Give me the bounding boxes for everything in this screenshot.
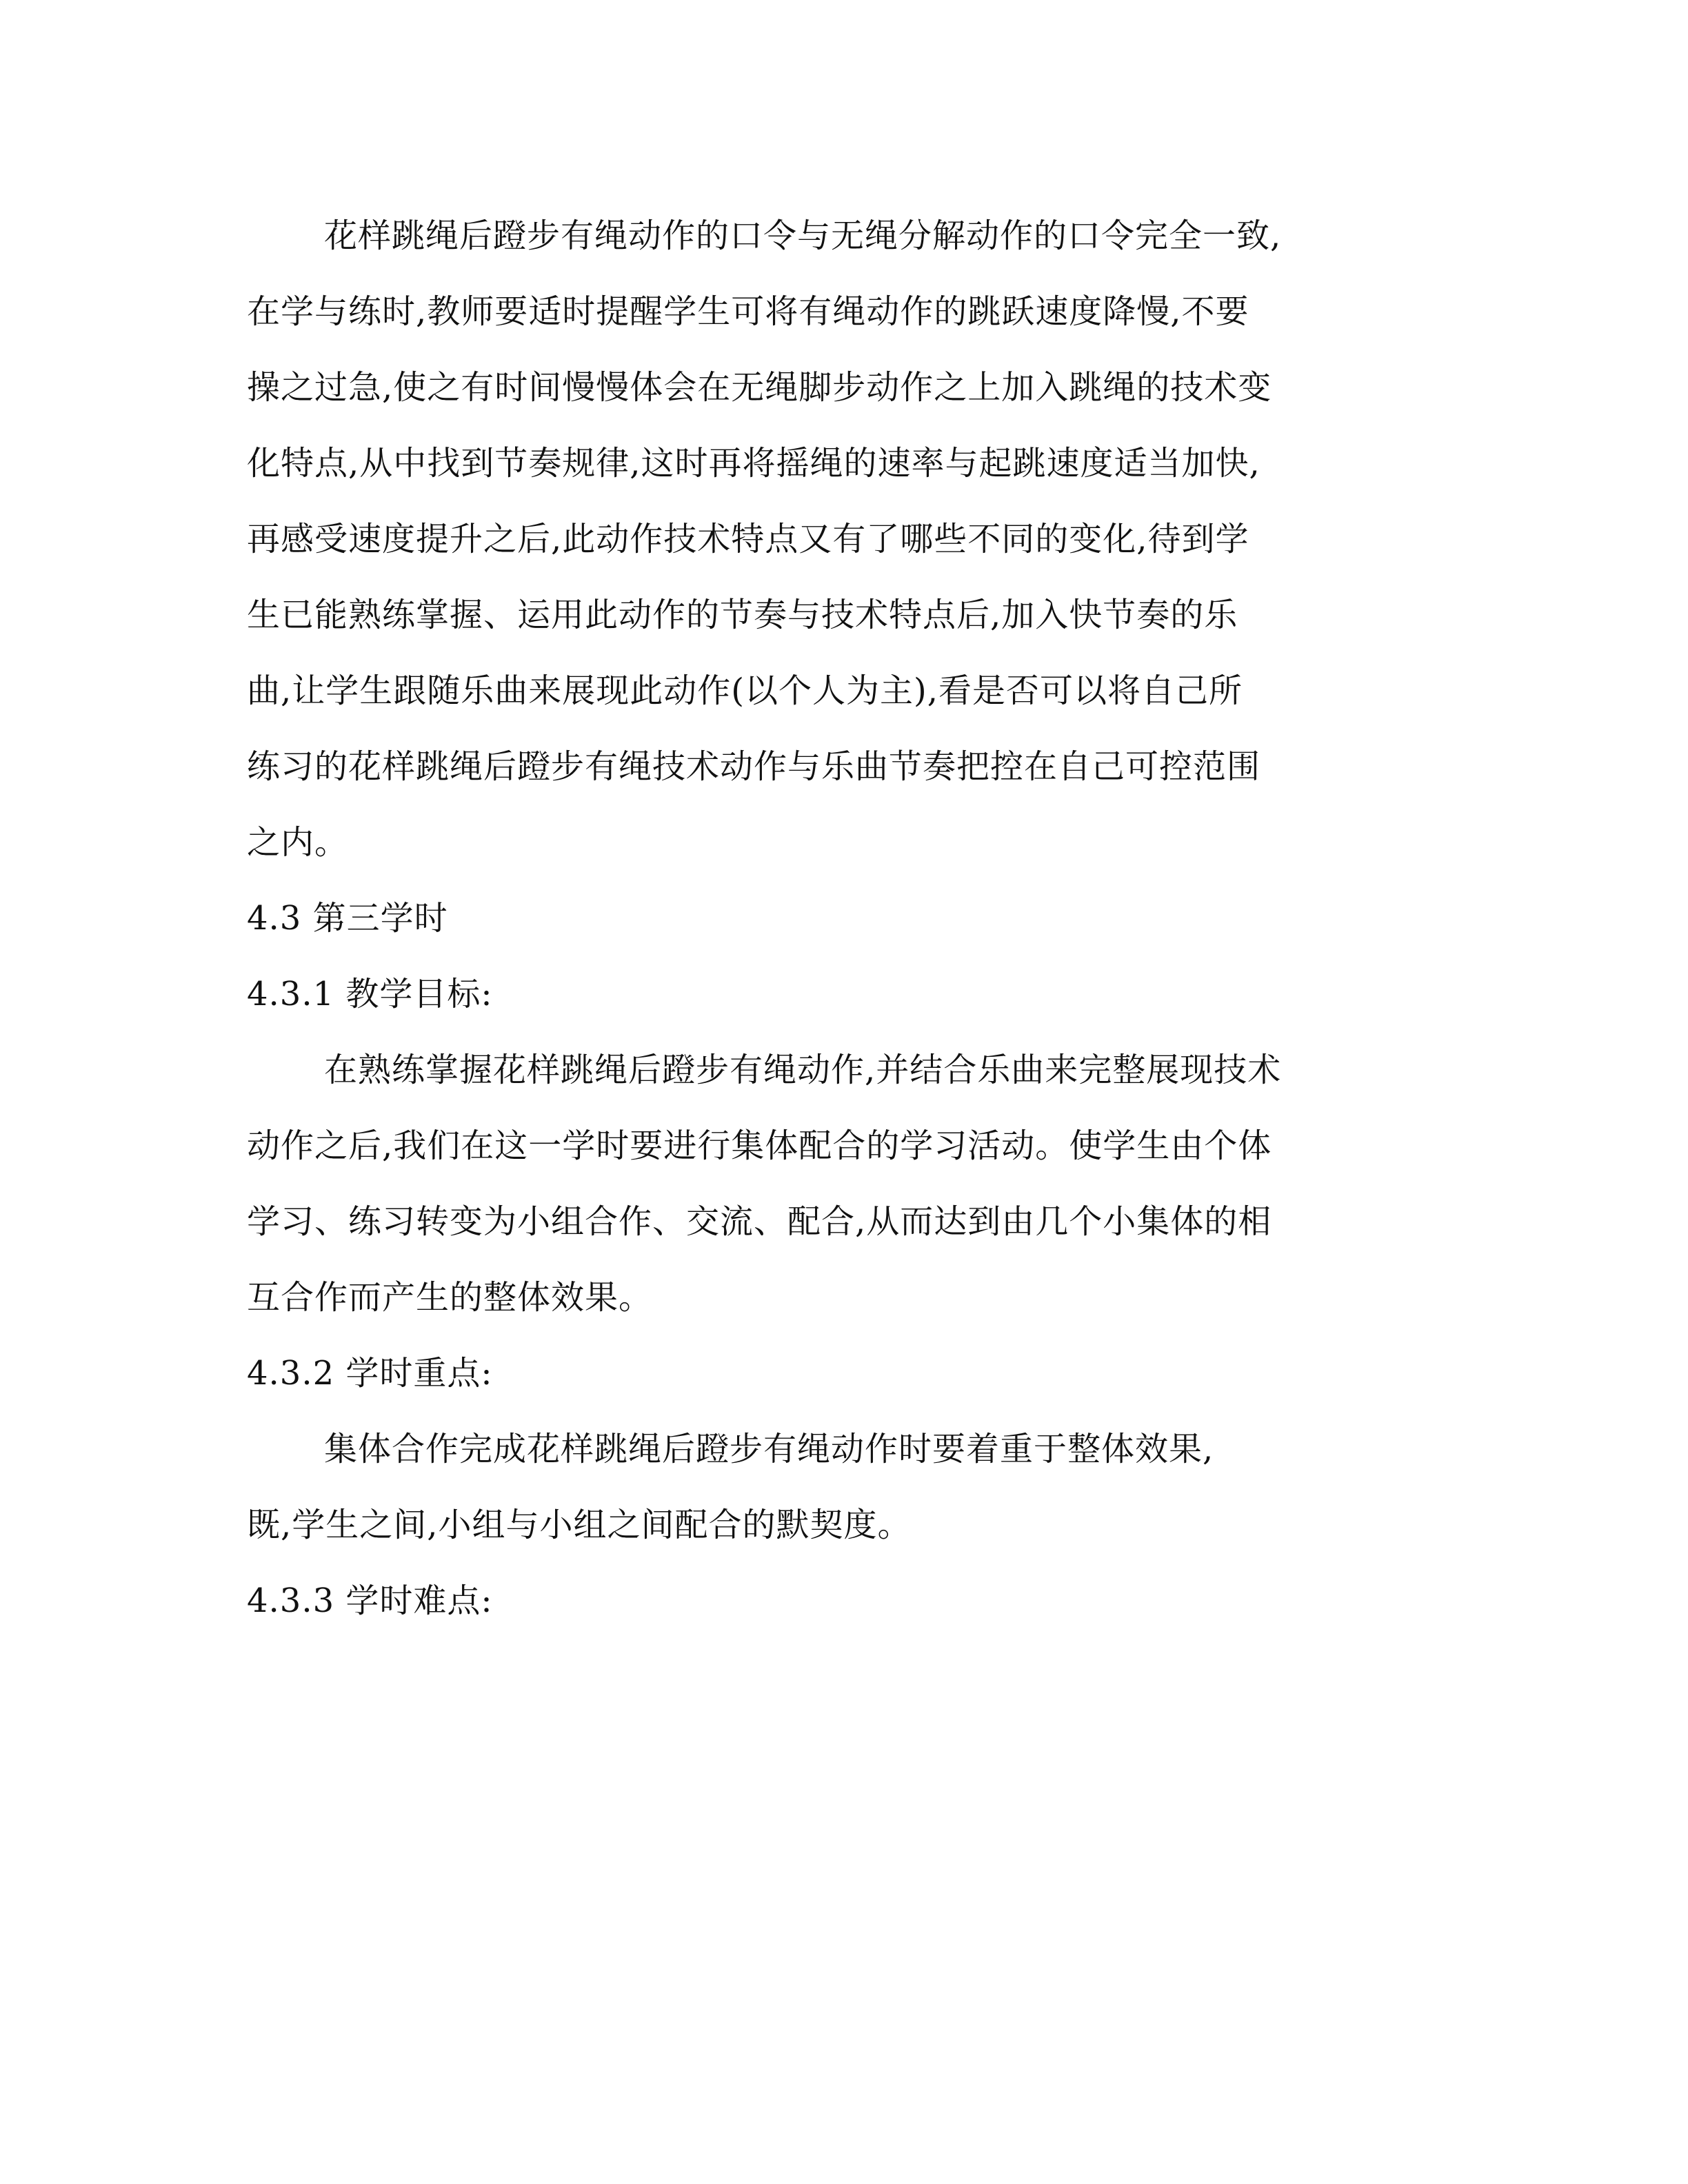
section-heading-4-3-1: 4.3.1 教学目标:: [247, 975, 493, 1013]
paragraph-line: 生已能熟练掌握、运用此动作的节奏与技术特点后,加入快节奏的乐: [247, 596, 1238, 634]
paragraph-line: 曲,让学生跟随乐曲来展现此动作(以个人为主),看是否可以将自己所: [247, 671, 1243, 710]
paragraph-line: 动作之后,我们在这一学时要进行集体配合的学习活动。使学生由个体: [247, 1126, 1272, 1165]
paragraph-line: 互合作而产生的整体效果。: [247, 1278, 653, 1317]
paragraph-line: 再感受速度提升之后,此动作技术特点又有了哪些不同的变化,待到学: [247, 520, 1249, 558]
section-heading-4-3-3: 4.3.3 学时难点:: [247, 1581, 493, 1620]
paragraph-line: 在学与练时,教师要适时提醒学生可将有绳动作的跳跃速度降慢,不要: [247, 292, 1249, 331]
paragraph-line: 操之过急,使之有时间慢慢体会在无绳脚步动作之上加入跳绳的技术变: [247, 368, 1272, 407]
paragraph-line: 花样跳绳后蹬步有绳动作的口令与无绳分解动作的口令完全一致,: [324, 216, 1282, 255]
section-heading-4-3: 4.3 第三学时: [247, 899, 448, 938]
paragraph-line: 学习、练习转变为小组合作、交流、配合,从而达到由几个小集体的相: [247, 1202, 1272, 1241]
section-heading-4-3-2: 4.3.2 学时重点:: [247, 1354, 493, 1393]
paragraph-line: 既,学生之间,小组与小组之间配合的默契度。: [247, 1506, 912, 1544]
paragraph-line: 化特点,从中找到节奏规律,这时再将摇绳的速率与起跳速度适当加快,: [247, 444, 1260, 483]
paragraph-line: 之内。: [247, 823, 349, 862]
paragraph-line: 练习的花样跳绳后蹬步有绳技术动作与乐曲节奏把控在自己可控范围: [247, 747, 1261, 786]
paragraph-line: 在熟练掌握花样跳绳后蹬步有绳动作,并结合乐曲来完整展现技术: [324, 1051, 1282, 1089]
paragraph-line: 集体合作完成花样跳绳后蹬步有绳动作时要着重于整体效果,: [324, 1430, 1214, 1468]
